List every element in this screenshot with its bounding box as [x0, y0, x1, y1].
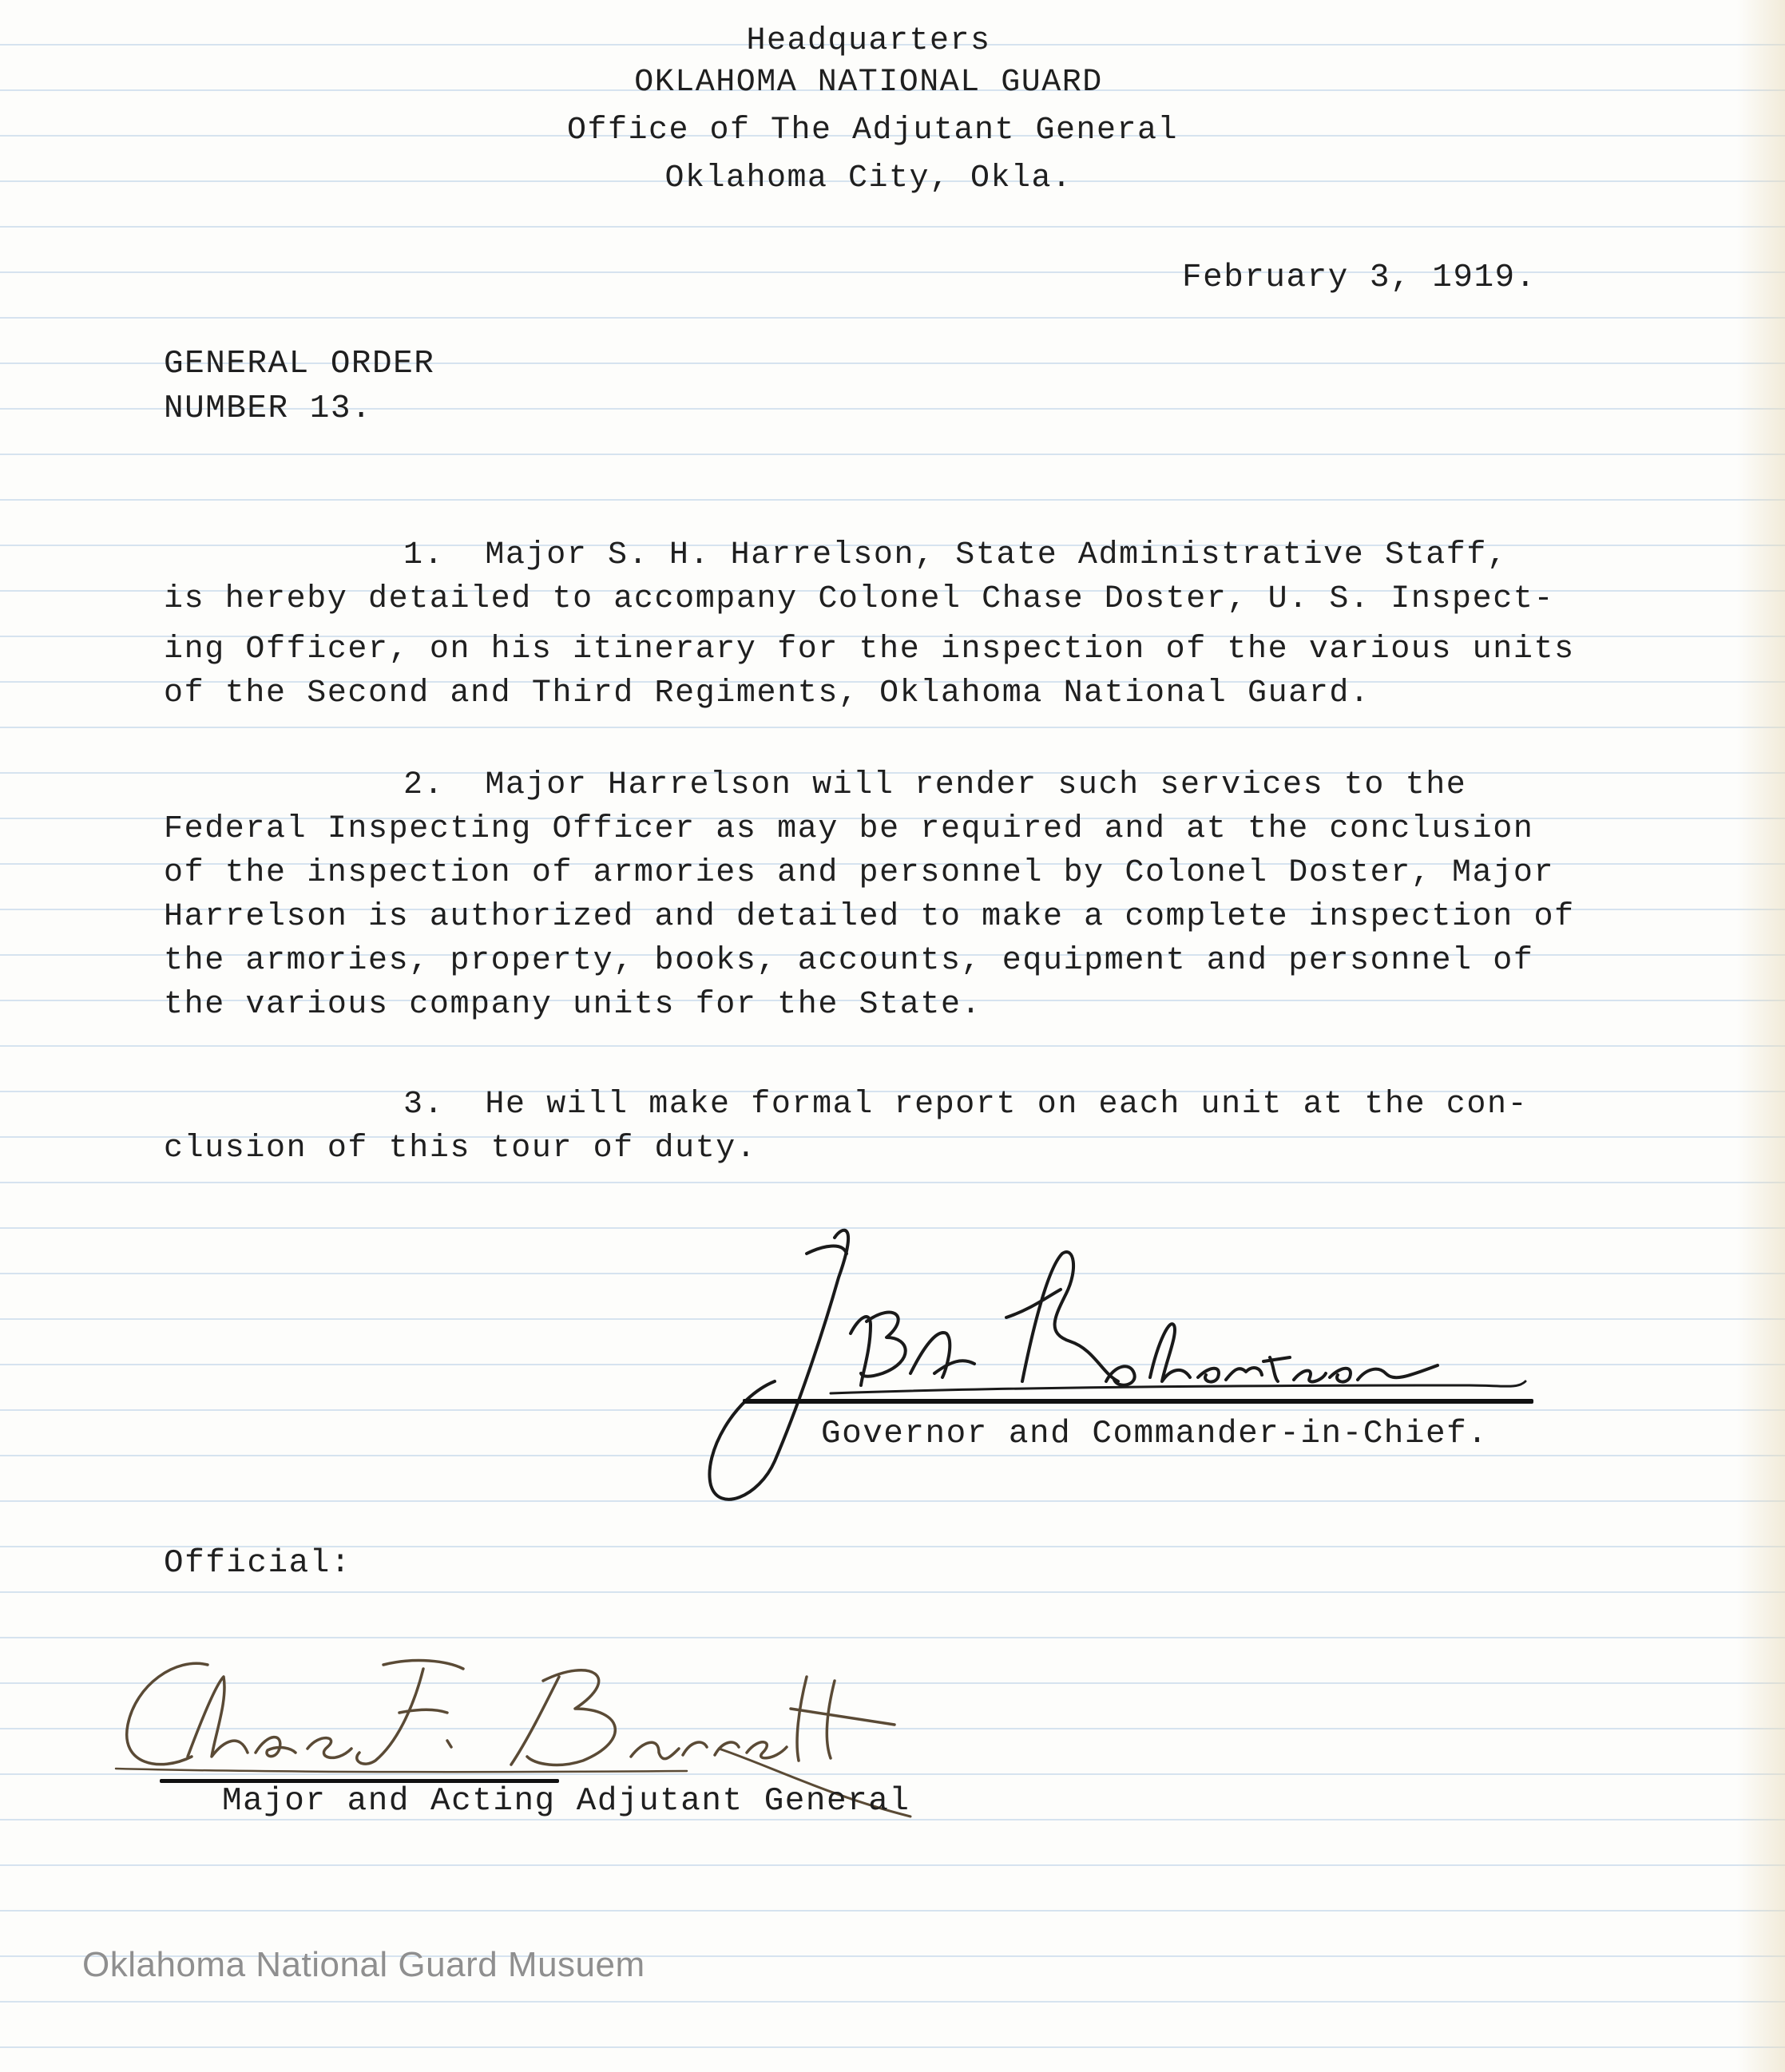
order-paragraph-1	[164, 533, 1575, 715]
letterhead-city: Oklahoma City, Okla.	[664, 160, 1073, 196]
paragraph-line: of the Second and Third Regiments, Oklahoma National Guard.	[164, 675, 1370, 711]
governor-signature-line	[743, 1399, 1533, 1404]
adjutant-title: Major and Acting Adjutant General	[222, 1783, 910, 1820]
order-paragraph-3	[164, 1083, 1541, 1171]
paragraph-line: 1. Major S. H. Harrelson, State Administrative Staff,	[403, 537, 1508, 573]
paragraph-line: is hereby detailed to accompany Colonel Chase Doster, U. S. Inspect-	[164, 581, 1555, 617]
paragraph-line: Harrelson is authorized and detailed to make a complete inspection of	[164, 899, 1575, 935]
paragraph-line: 2. Major Harrelson will render such services to the	[403, 767, 1467, 803]
paragraph-line: 3. He will make formal report on each unit at the con-	[403, 1087, 1529, 1123]
governor-handwritten-signature	[671, 1222, 1549, 1525]
order-number: NUMBER 13.	[164, 390, 373, 427]
paragraph-line: of the inspection of armories and personnel by Colonel Doster, Major	[164, 855, 1555, 891]
paragraph-line: the armories, property, books, accounts, equipment and personnel of	[164, 943, 1534, 979]
paragraph-line: ing Officer, on his itinerary for the inspection of the various units	[164, 632, 1575, 668]
document-date: February 3, 1919.	[1182, 259, 1537, 296]
governor-title: Governor and Commander-in-Chief.	[821, 1416, 1489, 1452]
paragraph-line: Federal Inspecting Officer as may be required and at the conclusion	[164, 811, 1534, 847]
paragraph-line: the various company units for the State.	[164, 987, 982, 1023]
letterhead-organization: OKLAHOMA NATIONAL GUARD	[634, 65, 1103, 101]
order-title: GENERAL ORDER	[164, 346, 435, 382]
official-label: Official:	[164, 1545, 351, 1582]
museum-watermark: Oklahoma National Guard Musuem	[82, 1945, 645, 1984]
paper-edge-shading	[1737, 0, 1785, 2072]
letterhead-office: Office of The Adjutant General	[566, 113, 1179, 149]
letterhead-headquarters: Headquarters	[746, 23, 991, 59]
order-paragraph-2	[164, 763, 1575, 1027]
paragraph-line: clusion of this tour of duty.	[164, 1131, 757, 1167]
